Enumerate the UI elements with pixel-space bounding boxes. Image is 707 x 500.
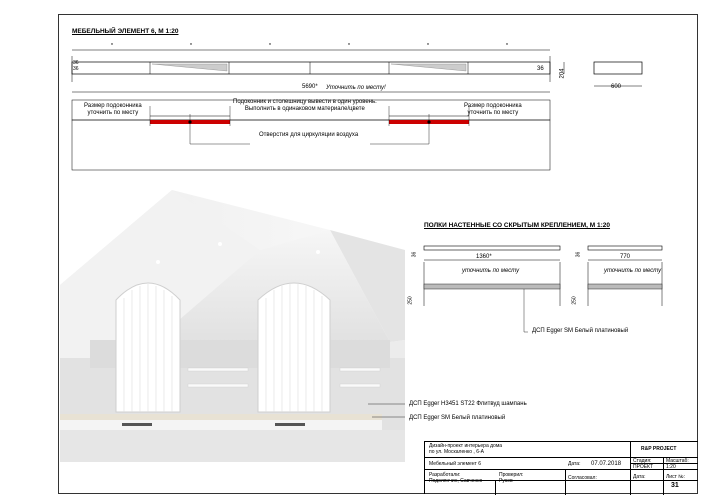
note-sill-left: Размер подоконника уточнить по месту (84, 103, 142, 116)
dim-len-right-note: уточнить по месту (604, 268, 662, 274)
tb-check-value: Русев (499, 478, 513, 484)
shelves-material-note: ДСП Egger SM Белый платиновый (532, 328, 629, 334)
tb-dev-label: Разработали: (429, 472, 461, 478)
note-holes: Отверстия для циркуляции воздуха (259, 132, 359, 138)
tb-date-label-right: Дата: (633, 474, 646, 480)
tb-sheet-value: 31 (671, 482, 679, 489)
tb-sheet-label: Лист №: (666, 474, 686, 480)
render-label-2: ДСП Egger SM Белый платиновый (409, 415, 506, 421)
tb-scale-value: 1:20 (666, 464, 676, 470)
dim-thick-left: 36 (411, 251, 418, 258)
tb-dev-value: Подолянчин, Савченко (429, 478, 483, 484)
tb-stage-label: Стадия: (633, 458, 652, 464)
render-label-1: ДСП Egger H3451 ST22 Флитвуд шампань (409, 401, 527, 407)
room-render (60, 190, 405, 462)
dim-len-left: 1360* (476, 254, 492, 260)
dim-gap-left: 250 (407, 296, 414, 305)
tb-stage-value: ПРОЕКТ (633, 464, 654, 470)
dim-gap-right: 250 (571, 296, 578, 305)
dim-thick-right: 36 (575, 251, 582, 258)
dim-length-note: Уточнить по месту! (326, 85, 386, 91)
dim-depth: 600 (611, 84, 622, 90)
tb-approve-label: Согласовал: (568, 475, 597, 481)
dim-right-a: 36 (537, 66, 544, 72)
tb-date-label: Дата: (568, 461, 581, 467)
tb-scale-label: Масштаб: (666, 458, 689, 464)
dim-height: 204 (559, 68, 566, 79)
tb-element: Мебельный элемент 6 (429, 461, 482, 467)
tb-check-label: Проверил: (499, 472, 524, 478)
dim-len-right: 770 (620, 254, 631, 260)
tb-project: Дизайн-проект интерьера дома по ул. Москаленко , 6-А (429, 443, 503, 455)
dim-length: 5690* (302, 84, 318, 90)
title-block (424, 441, 698, 494)
note-sill-right: Размер подоконника уточнить по месту (464, 103, 522, 116)
section-title-top: МЕБЕЛЬНЫЙ ЭЛЕМЕНТ 6, М 1:20 (72, 28, 179, 35)
note-center: Подоконник и столешницу вывести в один уровень. Выполнить в одинаковом материале/цвете (233, 99, 377, 112)
dim-len-left-note: уточнить по месту (462, 268, 520, 274)
tb-company: R&P PROJECT (641, 446, 677, 452)
tb-date-value: 07.07.2018 (591, 461, 622, 467)
section-title-shelves: ПОЛКИ НАСТЕННЫЕ СО СКРЫТЫМ КРЕПЛЕНИЕМ, М 1:20 (424, 222, 611, 229)
dim-left-b: 36 (73, 66, 79, 72)
dim-left-a: 36 (73, 60, 79, 66)
